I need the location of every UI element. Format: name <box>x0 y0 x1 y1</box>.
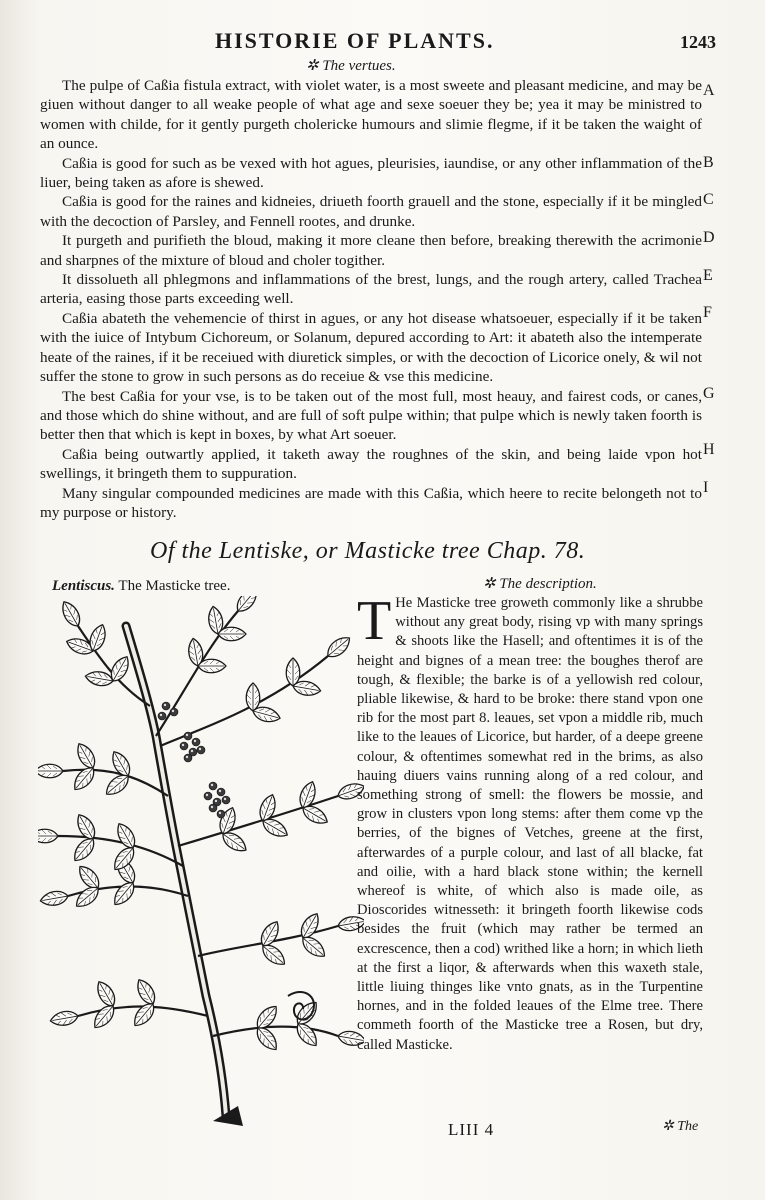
description-heading: ✲ The description. <box>483 576 597 592</box>
page-title: HISTORIE OF PLANTS. <box>215 28 495 53</box>
figure-latin-name: Lentiscus. <box>52 578 115 594</box>
margin-letter: B <box>703 154 714 171</box>
vertues-paragraph: Caßia abateth the vehemencie of thirst in agues, or any hot disease whatsoeuer, especially if it be taken with the iuice of Intybum Cichoreum, or Solanum, depured according to Art: it abateth also the intemperate heate of the raines, if it be receiued with diuretick simples, or with the decoction of Licorice onely, & wil not suffer the stone to grow in such persons as do receiue & vse this medicine. <box>40 309 702 386</box>
vertues-paragraph: It dissolueth all phlegmons and inflammations of the brest, lungs, and the rough artery, called Trachea arteria, easing those parts exceeding well. <box>40 271 702 308</box>
vertues-paragraph: The pulpe of Caßia fistula extract, with violet water, is a most sweete and pleasant medicine, and may be giuen without danger to all weake people of what age and sexe soeuer they be; yea it may be ministred to women with childe, for it gently purgeth cholericke humours and slimie flegme, if it be taken the waight of an ounce. <box>40 77 702 153</box>
vertues-paragraph: Caßia is good for the raines and kidneies, driueth foorth grauell and the stone, especially if it be mingled with the decoction of Parsley, and Fennell rootes, and drunke. <box>40 193 702 230</box>
margin-letters <box>703 0 733 1200</box>
margin-letter: G <box>703 385 715 402</box>
description-body: He Masticke tree groweth commonly like a shrubbe without any great body, rising vp with many springs & shoots like the Hasell; and oftentimes it is of the height and bignes of a mean tree: the boughes therof are tough, & flexible; the barke is of a yellowish red colour, pliable likewise, & hard to be broke: there stand vpon one rib for the most part 8. leaues, set vpon a middle rib, much like to the leaues of Licorice, but harder, of a deepe greene colour, & oftentimes somewhat red in the brims, as also hauing diuers vains running along of a red colour, and something strong of smell: the flowers be mossie, and grow in clusters vpon long stems: after them come vp the berries, of the bignes of Vetches, greene at the first, afterwardes of a purple colour, and last of all blacke, fat and oilie, with a hard black stone within; the kernell whereof is white, of which also is made oile, as Dioscorides witnesseth: it bringeth foorth likewise cods besides the fruit (which may rather be termed an excrescence, then a cod) writhed like a horn; in which lieth at the first a liqor, & afterwards when this waxeth stale, little liuing thinges like vnto gnats, as in the Turpentine hornes, and in the folded leaues of the Elme tree. There commeth foorth of the Masticke tree a Rosen, but dry, called Masticke. <box>357 595 703 1053</box>
margin-letter: A <box>703 82 715 99</box>
vertues-paragraph: Caßia being outwartly applied, it taketh away the roughnes of the skin, and being laide vpon hot swellings, it bringeth them to suppuration. <box>40 445 702 483</box>
figure-caption <box>52 578 230 595</box>
vertues-paragraph: Many singular compounded medicines are made with this Caßia, which heere to recite belongeth not to my purpose or history. <box>40 484 702 521</box>
vertues-heading: ✲ The vertues. <box>306 58 396 74</box>
description-text <box>357 590 703 1055</box>
vertues-paragraph: Caßia is good for such as be vexed with hot agues, pleurisies, iaundise, or any other inflammation of the liuer, being taken as afore is shewed. <box>40 154 702 192</box>
margin-letter: E <box>703 267 713 284</box>
catchword: ✲ The <box>662 1119 699 1134</box>
vertues-paragraph: The best Caßia for your vse, is to be taken out of the most full, most heauy, and fairest cods, or canes, and those which do shine without, and are full of soft pulpe within; that pulpe which is newly taken foorth is better then that which is kept in boxes, by what Art soeuer. <box>40 387 702 444</box>
masticke-tree-woodcut <box>38 596 364 1136</box>
running-head <box>0 28 765 58</box>
figure-english-name: The Masticke tree. <box>118 578 231 594</box>
margin-letter: C <box>703 191 714 208</box>
drop-cap: T <box>357 590 392 652</box>
margin-letter: I <box>703 479 709 496</box>
signature-mark: LIII 4 <box>448 1120 495 1139</box>
chapter-title: Of the Lentiske, or Masticke tree Chap. 78. <box>150 538 586 564</box>
margin-letter: H <box>703 441 715 458</box>
margin-letter: D <box>703 229 715 246</box>
vertues-paragraph: It purgeth and purifieth the bloud, making it more cleane then before, breaking therewith the acrimonie and sharpnes of the mixture of bloud and choler togither. <box>40 232 702 269</box>
vertues-text <box>40 76 702 522</box>
margin-letter: F <box>703 304 712 321</box>
page-number: 1243 <box>680 32 716 52</box>
